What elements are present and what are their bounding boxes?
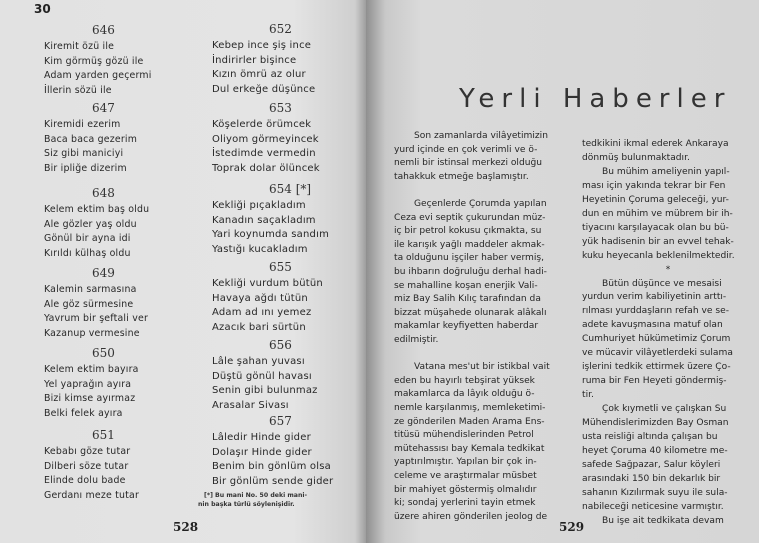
poem-line: Ale göz sürmesine bbox=[44, 298, 134, 310]
article-line: Ceza evi septik çukurundan müz- bbox=[394, 212, 546, 223]
poem-line: Elinde dolu bade bbox=[44, 475, 126, 486]
article-line: nabileceği neticesine varmıştır. bbox=[582, 501, 724, 512]
poem-number: 646 bbox=[92, 23, 115, 37]
article-line: arasındaki 150 bin dekarlık bir bbox=[582, 473, 721, 484]
poem-number: 653 bbox=[269, 101, 292, 115]
article-line: Cumhuriyet hükümetimiz Çorum bbox=[582, 334, 731, 345]
poem-line: Kalemin sarmasına bbox=[44, 284, 137, 295]
left-page bbox=[0, 0, 366, 543]
article-line: eden bu hayırlı tebşirat yüksek bbox=[394, 375, 535, 386]
poem-line: Dul erkeğe düşünce bbox=[212, 83, 316, 95]
poem-column-left bbox=[44, 0, 194, 520]
article-line: ta olduğunu işçiler haber vermiş, bbox=[394, 253, 545, 264]
poem-line: Kırıldı külhaş oldu bbox=[44, 247, 131, 259]
article-line: bizzat müşahede olunarak alâkalı bbox=[394, 307, 547, 318]
article-line: Mühendislerimizden Bay Osman bbox=[582, 418, 729, 428]
article-column-2 bbox=[582, 0, 754, 543]
footnote bbox=[198, 491, 308, 509]
poem-line: İndirirler bişince bbox=[212, 54, 297, 66]
poem-line: Düştü gönül havası bbox=[212, 370, 312, 382]
article-line: tahakkuk etmeğe başlamıştır. bbox=[394, 171, 529, 182]
poem-line: Kiremidi ezerim bbox=[44, 119, 121, 130]
poem-number: 650 bbox=[92, 346, 115, 360]
poem-line: Yari koynumda sandım bbox=[212, 229, 330, 240]
poem-line: Kekliği vurdum bütün bbox=[212, 278, 323, 289]
article-line: üzere ahiren gönderilen jeolog de bbox=[394, 511, 548, 522]
article-line: mütehassısı bay Kemala tedkikat bbox=[394, 443, 545, 454]
poem-line: Arasalar Sivası bbox=[212, 399, 289, 411]
article-line: iç bir petrol kokusu çıkmakta, su bbox=[394, 226, 542, 237]
poem-line: Kelem ektim baş oldu bbox=[44, 204, 150, 215]
poem-line: İstedimde vermedin bbox=[212, 148, 316, 159]
article-line: celeme ve araştırmalar müsbet bbox=[394, 471, 537, 481]
poem-line: Benim bin gönlüm olsa bbox=[212, 461, 331, 472]
poem-line: Lâledir Hinde gider bbox=[212, 432, 311, 443]
page-number-right: 529 bbox=[559, 520, 585, 534]
article-line: safede Sağpazar, Salur köyleri bbox=[582, 459, 721, 470]
article-line: sahanın Kızılırmak suyu ile sula- bbox=[582, 487, 728, 498]
poem-number: 652 bbox=[269, 22, 292, 36]
page-number-left: 528 bbox=[173, 520, 199, 534]
article-line: kuku heyecanla beklenilmektedir. bbox=[582, 250, 735, 261]
poem-line: Dilberi söze tutar bbox=[44, 460, 129, 472]
poem-line: Havaya ağdı tütün bbox=[212, 292, 308, 304]
poem-line: Kebep ince şiş ince bbox=[212, 40, 312, 51]
poem-column-right bbox=[212, 0, 362, 520]
poem-number: 648 bbox=[92, 186, 115, 200]
article-line: Bu işe ait tedkikata devam bbox=[602, 515, 724, 526]
poem-line: Bir gönlüm sende gider bbox=[212, 475, 334, 487]
article-line: edilmiştir. bbox=[394, 335, 439, 345]
article-line: Son zamanlarda vilâyetimizin bbox=[414, 131, 548, 141]
poem-number: 656 bbox=[269, 338, 292, 352]
poem-line: Gönül bir ayna idi bbox=[44, 233, 131, 244]
poem-line: Belki felek ayıra bbox=[44, 407, 123, 419]
poem-line: Yel yaprağın ayıra bbox=[44, 378, 132, 390]
poem-line: Kebabı göze tutar bbox=[44, 446, 131, 457]
article-line: rılması yurddaşların refah ve se- bbox=[582, 306, 730, 317]
poem-line: Oliyom görmeyincek bbox=[212, 133, 319, 145]
article-line: ze gönderilen Maden Arama Ens- bbox=[394, 416, 545, 427]
article-line: bu ihbarın doğruluğu derhal hadi- bbox=[394, 267, 547, 277]
article-line: ruma bir Fen Heyeti göndermiş- bbox=[582, 376, 727, 387]
article-line: Geçenlerde Çorumda yapılan bbox=[414, 199, 547, 209]
article-line: yük hadisenin bir an evvel tehak- bbox=[582, 236, 734, 247]
poem-line: Yavrum bir şeftali ver bbox=[44, 313, 148, 324]
poem-line: Kelem ektim bayıra bbox=[44, 364, 139, 375]
poem-line: Dolaşır Hinde gider bbox=[212, 446, 312, 458]
article-line: ki; sondaj yerlerini tayin etmek bbox=[394, 498, 536, 509]
article-line: se mahalline koşan enerjik Vali- bbox=[394, 280, 538, 291]
poem-number: 657 bbox=[269, 414, 292, 428]
article-line: ve mücavir vilâyetlerdeki sulama bbox=[582, 348, 733, 359]
poem-number: 655 bbox=[269, 260, 292, 274]
poem-number: 654 [*] bbox=[269, 182, 312, 196]
poem-line: İllerin sözü ile bbox=[44, 84, 112, 96]
poem-line: Gerdanı meze tutar bbox=[44, 489, 140, 501]
poem-line: Baca baca gezerim bbox=[44, 133, 138, 145]
article-line: ile karışık yağlı maddeler akmak- bbox=[394, 239, 545, 250]
article-line: usta reisliği altında çalışan bu bbox=[582, 431, 718, 442]
poem-line: Kızın ömrü az olur bbox=[212, 69, 306, 80]
article-line: adete kavuşmasına matuf olan bbox=[582, 320, 723, 331]
article-line: dun en mühim ve mübrem bir ih- bbox=[582, 208, 733, 219]
poem-line: Adam yarden geçermi bbox=[44, 70, 152, 81]
poem-line: Kazanup vermesine bbox=[44, 327, 140, 339]
poem-line: Kim görmüş gözü ile bbox=[44, 55, 144, 67]
poem-line: Kanadın saçakladım bbox=[212, 214, 316, 226]
article-line: ması için yakında tekrar bir Fen bbox=[582, 180, 726, 191]
article-line: Heyetinin Çoruma geleceği, yur- bbox=[582, 194, 729, 205]
article-line: tedkikini ikmal ederek Ankaraya bbox=[582, 139, 729, 149]
poem-line: Toprak dolar ölüncek bbox=[212, 162, 320, 174]
article-line: miz Bay Salih Kılıç tarafından da bbox=[394, 294, 541, 305]
poem-line: Köşelerde örümcek bbox=[212, 119, 312, 130]
article-line: nemli bir istinsal merkezi olduğu bbox=[394, 158, 543, 169]
article-line: bir mahiyet göstermiş olmalıdır bbox=[394, 484, 537, 495]
poem-line: Kiremit özü ile bbox=[44, 41, 115, 52]
poem-line: Bizi kimse ayırmaz bbox=[44, 393, 136, 404]
article-line: yaptırılmıştır. Yapılan bir çok in- bbox=[394, 457, 537, 468]
article-line: makamlarca da lâyık olduğu ö- bbox=[394, 389, 535, 400]
article-line: heyet Çoruma 40 kilometre me- bbox=[582, 445, 728, 456]
article-line: Bu mühim ameliyenin yapıl- bbox=[602, 166, 730, 177]
article-line: yurdun verim kabiliyetinin arttı- bbox=[582, 292, 727, 303]
article-line: tiyacını karşılayacak olan bu bü- bbox=[582, 222, 729, 233]
footnote-line: [*] Bu mani No. 50 deki mani- bbox=[204, 492, 308, 499]
poem-line: Azacık bari sürtün bbox=[212, 321, 306, 333]
section-headline: Yerli Haberler bbox=[459, 84, 732, 114]
poem-line: Lâle şahan yuvası bbox=[212, 356, 305, 367]
poem-number: 651 bbox=[92, 428, 115, 442]
poem-line: Yastığı kucakladım bbox=[212, 243, 308, 255]
article-line: yurd içinde en çok verimli ve ö- bbox=[394, 144, 538, 155]
article-line: Vatana mes'ut bir istikbal vait bbox=[414, 362, 550, 373]
poem-line: Ale gözler yaş oldu bbox=[44, 218, 137, 230]
article-line: * bbox=[665, 264, 671, 275]
poem-number: 649 bbox=[92, 266, 115, 280]
poem-line: Adam ad ını yemez bbox=[212, 307, 312, 318]
article-line: nemle karşılanmış, memleketimi- bbox=[394, 403, 546, 413]
article-line: tir. bbox=[582, 390, 594, 401]
article-line: dönmüş bulunmaktadır. bbox=[582, 152, 690, 163]
article-line: titüsü mühendislerinden Petrol bbox=[394, 430, 534, 441]
article-line: Bütün düşünce ve mesaisi bbox=[602, 278, 722, 289]
footnote-line: nin başka türlü söylenişidir. bbox=[198, 501, 295, 508]
corner-number: 30 bbox=[34, 2, 51, 16]
poem-line: Siz gibi maniciyi bbox=[44, 148, 124, 159]
article-line: makamlar keyfiyetten haberdar bbox=[394, 321, 539, 332]
poem-line: Senin gibi bulunmaz bbox=[212, 385, 318, 396]
article-line: işlerini tedkik ettirmek üzere Ço- bbox=[582, 362, 731, 373]
article-line: Çok kıymetli ve çalışkan Su bbox=[602, 404, 727, 415]
poem-line: Bir ipliğe dizerim bbox=[44, 162, 127, 174]
poem-number: 647 bbox=[92, 101, 115, 115]
poem-line: Kekliği pıçakladım bbox=[212, 200, 306, 211]
article-column-1 bbox=[394, 0, 572, 543]
